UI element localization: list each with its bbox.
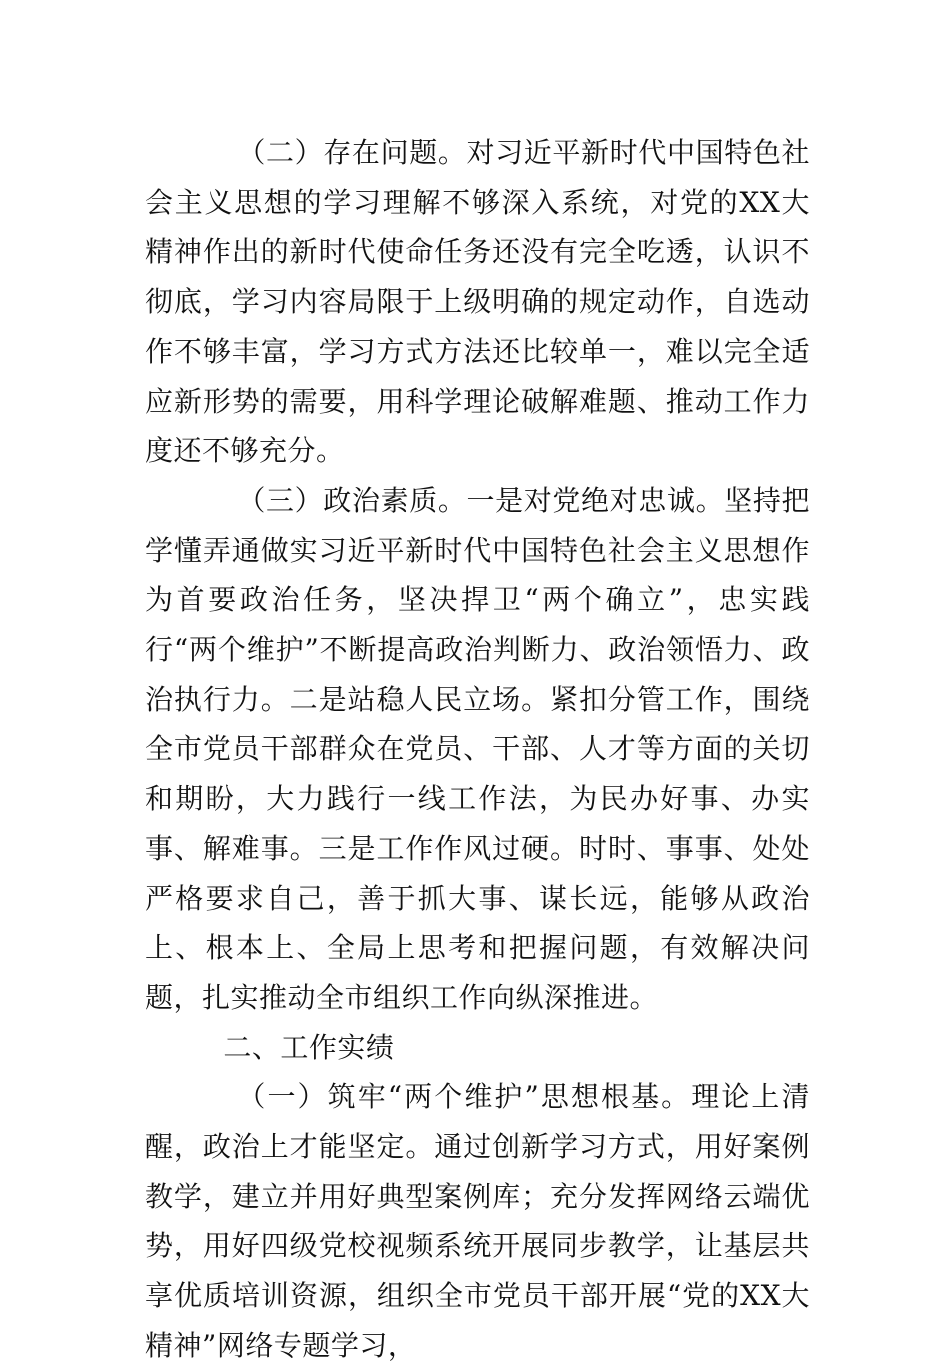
paragraph-political-quality: （三）政治素质。一是对党绝对忠诚。坚持把学懂弄通做实习近平新时代中国特色社会主义思想作为首要政治任务，坚决捍卫“两个确立”，忠实践行“两个维护”不断提高政治判断力、政治领悟力、政治执行力。二是站稳人民立场。紧扣分管工作，围绕全市党员干部群众在党员、干部、人才等方面的关切和期盼，大力践行一线工作法，为民办好事、办实事、解难事。三是工作作风过硬。时时、事事、处处严格要求自己，善于抓大事、谋长远，能够从政治上、根本上、全局上思考和把握问题，有效解决问题，扎实推动全市组织工作向纵深推进。 [145, 483, 810, 1014]
paragraph-two-maintenances: （一）筑牢“两个维护”思想根基。理论上清醒，政治上才能坚定。通过创新学习方式，用好案例教学，建立并用好典型案例库；充分发挥网络云端优势，用好四级党校视频系统开展同步教学，让基层共享优质培训资源，组织全市党员干部开展“党的XX大精神”网络专题学习， [145, 1080, 810, 1362]
paragraph-existing-problems: （二）存在问题。对习近平新时代中国特色社会主义思想的学习理解不够深入系统，对党的XX大精神作出的新时代使命任务还没有完全吃透，认识不彻底，学习内容局限于上级明确的规定动作，自选动作不够丰富，学习方式方法还比较单一，难以完全适应新形势的需要，用科学理论破解难题、推动工作力度还不够充分。 [145, 136, 810, 468]
document-body [145, 128, 810, 1371]
section-heading-work-achievements: 二、工作实绩 [223, 1030, 395, 1064]
